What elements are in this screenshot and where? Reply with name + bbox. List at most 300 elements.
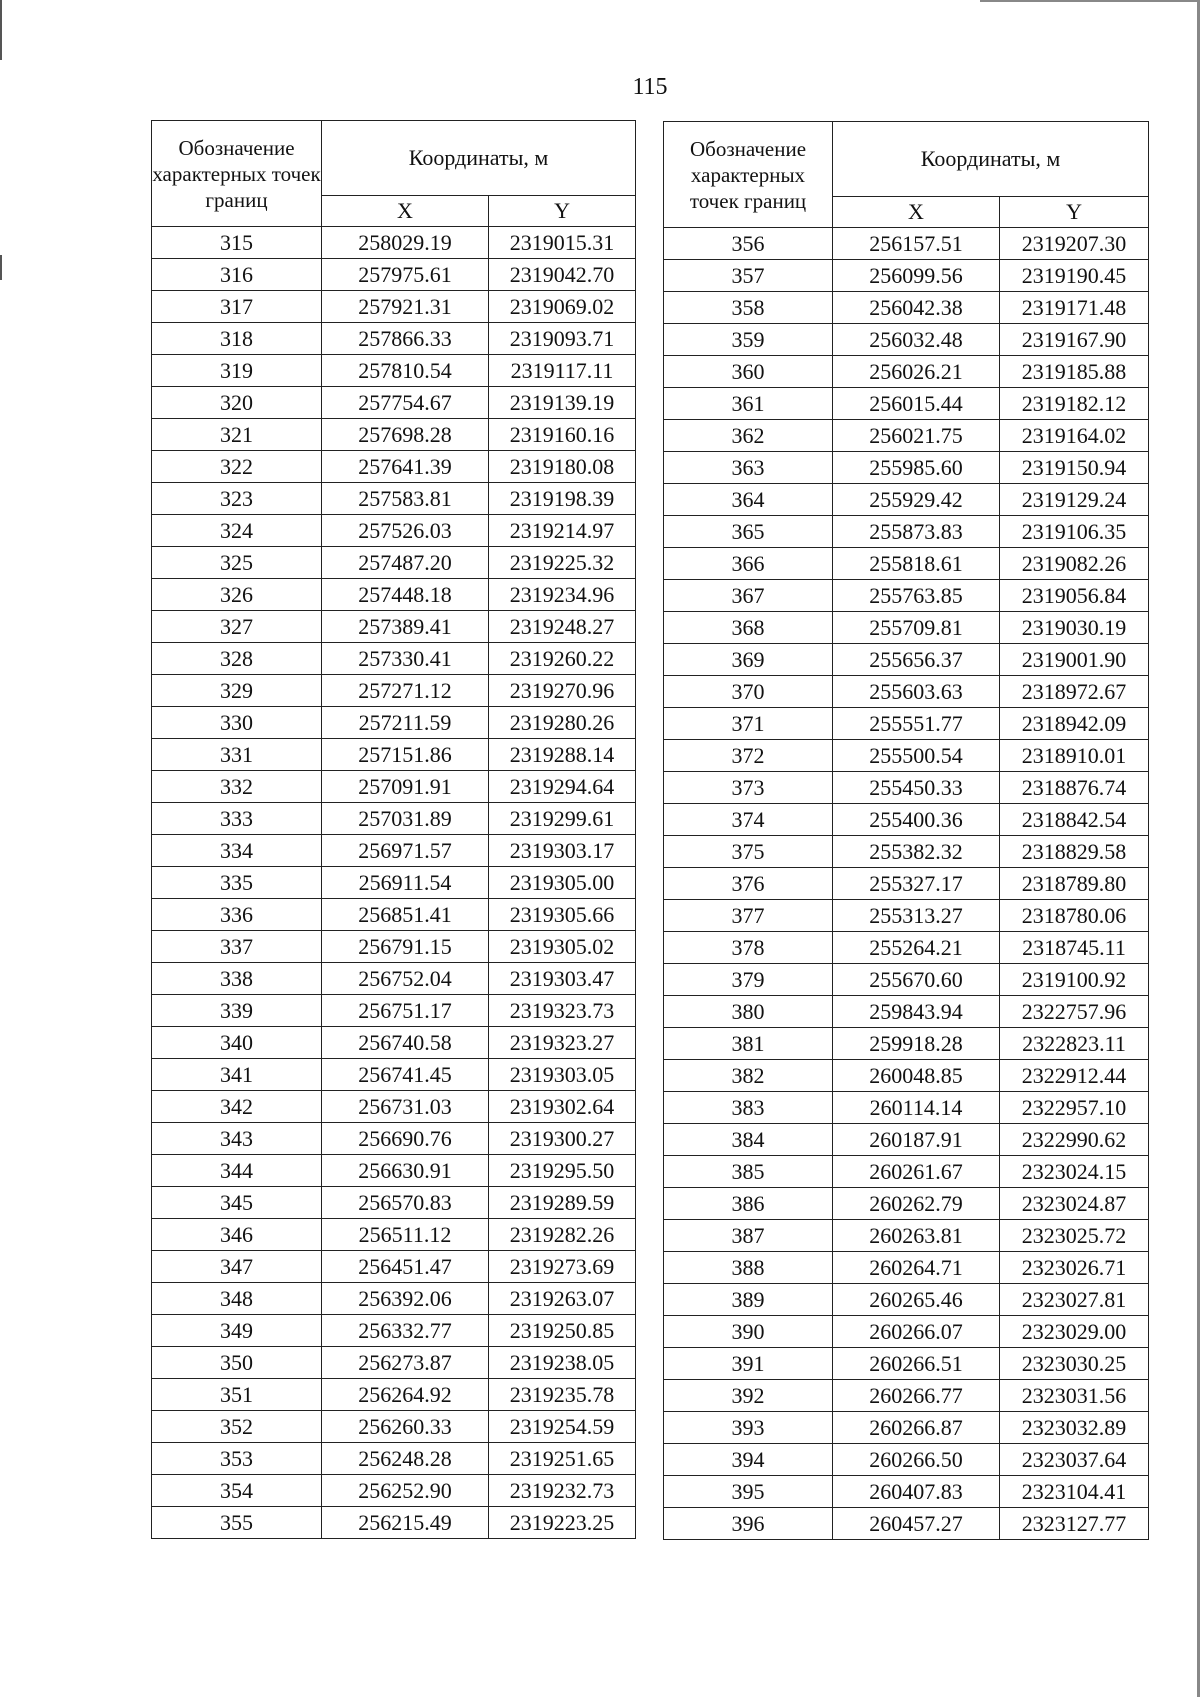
header-y: Y — [489, 196, 636, 227]
table-row — [664, 1316, 1149, 1348]
y-coordinate-cell: 2323030.25 — [1000, 1348, 1149, 1380]
point-number-cell: 344 — [152, 1155, 322, 1187]
table-row — [152, 1379, 636, 1411]
x-coordinate-cell: 256032.48 — [833, 324, 1000, 356]
point-number-cell: 337 — [152, 931, 322, 963]
point-number-cell: 346 — [152, 1219, 322, 1251]
point-number-cell: 315 — [152, 227, 322, 259]
point-number-cell: 366 — [664, 548, 833, 580]
x-coordinate-cell: 255400.36 — [833, 804, 1000, 836]
table-row — [152, 1315, 636, 1347]
x-coordinate-cell: 257583.81 — [322, 483, 489, 515]
coordinates-table-right — [663, 121, 1149, 1540]
y-coordinate-cell: 2319056.84 — [1000, 580, 1149, 612]
point-number-cell: 379 — [664, 964, 833, 996]
y-coordinate-cell: 2319030.19 — [1000, 612, 1149, 644]
point-number-cell: 358 — [664, 292, 833, 324]
point-number-cell: 364 — [664, 484, 833, 516]
table-row — [664, 228, 1149, 260]
y-coordinate-cell: 2319225.32 — [489, 547, 636, 579]
x-coordinate-cell: 256752.04 — [322, 963, 489, 995]
y-coordinate-cell: 2319106.35 — [1000, 516, 1149, 548]
table-row — [664, 260, 1149, 292]
table-row — [152, 1027, 636, 1059]
x-coordinate-cell: 259918.28 — [833, 1028, 1000, 1060]
y-coordinate-cell: 2318972.67 — [1000, 676, 1149, 708]
x-coordinate-cell: 257271.12 — [322, 675, 489, 707]
table-row — [664, 452, 1149, 484]
x-coordinate-cell: 257975.61 — [322, 259, 489, 291]
point-number-cell: 385 — [664, 1156, 833, 1188]
point-number-cell: 393 — [664, 1412, 833, 1444]
table-row — [152, 355, 636, 387]
table-row — [664, 1508, 1149, 1540]
point-number-cell: 383 — [664, 1092, 833, 1124]
table-row — [152, 739, 636, 771]
y-coordinate-cell: 2323025.72 — [1000, 1220, 1149, 1252]
table-row — [664, 804, 1149, 836]
x-coordinate-cell: 256740.58 — [322, 1027, 489, 1059]
x-coordinate-cell: 255450.33 — [833, 772, 1000, 804]
x-coordinate-cell: 255264.21 — [833, 932, 1000, 964]
table-row — [152, 291, 636, 323]
point-number-cell: 349 — [152, 1315, 322, 1347]
table-row — [152, 867, 636, 899]
point-number-cell: 356 — [664, 228, 833, 260]
y-coordinate-cell: 2318789.80 — [1000, 868, 1149, 900]
x-coordinate-cell: 255656.37 — [833, 644, 1000, 676]
point-number-cell: 380 — [664, 996, 833, 1028]
table-row — [664, 388, 1149, 420]
header-coordinates: Координаты, м — [833, 122, 1149, 197]
point-number-cell: 357 — [664, 260, 833, 292]
y-coordinate-cell: 2323029.00 — [1000, 1316, 1149, 1348]
scan-edge-mark — [0, 255, 2, 280]
table-row — [152, 1187, 636, 1219]
y-coordinate-cell: 2318942.09 — [1000, 708, 1149, 740]
x-coordinate-cell: 255500.54 — [833, 740, 1000, 772]
x-coordinate-cell: 256741.45 — [322, 1059, 489, 1091]
x-coordinate-cell: 256021.75 — [833, 420, 1000, 452]
table-row — [152, 1059, 636, 1091]
coordinates-table-left — [151, 120, 636, 1539]
table-row — [152, 451, 636, 483]
table-row — [152, 227, 636, 259]
y-coordinate-cell: 2319302.64 — [489, 1091, 636, 1123]
scan-edge-mark — [980, 0, 1200, 2]
table-row — [664, 1092, 1149, 1124]
x-coordinate-cell: 256042.38 — [833, 292, 1000, 324]
y-coordinate-cell: 2318745.11 — [1000, 932, 1149, 964]
point-number-cell: 361 — [664, 388, 833, 420]
y-coordinate-cell: 2319270.96 — [489, 675, 636, 707]
y-coordinate-cell: 2323127.77 — [1000, 1508, 1149, 1540]
table-row — [664, 836, 1149, 868]
x-coordinate-cell: 255873.83 — [833, 516, 1000, 548]
x-coordinate-cell: 256630.91 — [322, 1155, 489, 1187]
point-number-cell: 363 — [664, 452, 833, 484]
point-number-cell: 333 — [152, 803, 322, 835]
x-coordinate-cell: 260187.91 — [833, 1124, 1000, 1156]
y-coordinate-cell: 2319263.07 — [489, 1283, 636, 1315]
table-row — [664, 1188, 1149, 1220]
table-row — [664, 1028, 1149, 1060]
x-coordinate-cell: 257091.91 — [322, 771, 489, 803]
point-number-cell: 394 — [664, 1444, 833, 1476]
y-coordinate-cell: 2319250.85 — [489, 1315, 636, 1347]
point-number-cell: 322 — [152, 451, 322, 483]
table-row — [152, 1091, 636, 1123]
x-coordinate-cell: 257487.20 — [322, 547, 489, 579]
x-coordinate-cell: 259843.94 — [833, 996, 1000, 1028]
table-row — [152, 963, 636, 995]
table-body-right — [664, 228, 1149, 1540]
x-coordinate-cell: 256015.44 — [833, 388, 1000, 420]
y-coordinate-cell: 2319171.48 — [1000, 292, 1149, 324]
point-number-cell: 365 — [664, 516, 833, 548]
table-row — [664, 1476, 1149, 1508]
y-coordinate-cell: 2319069.02 — [489, 291, 636, 323]
y-coordinate-cell: 2319305.66 — [489, 899, 636, 931]
scan-edge-mark — [0, 0, 2, 60]
x-coordinate-cell: 255670.60 — [833, 964, 1000, 996]
point-number-cell: 320 — [152, 387, 322, 419]
x-coordinate-cell: 255551.77 — [833, 708, 1000, 740]
x-coordinate-cell: 255313.27 — [833, 900, 1000, 932]
header-point-designation: Обозначение характерных точек границ — [664, 122, 833, 228]
y-coordinate-cell: 2319323.73 — [489, 995, 636, 1027]
y-coordinate-cell: 2319117.11 — [489, 355, 636, 387]
y-coordinate-cell: 2319001.90 — [1000, 644, 1149, 676]
x-coordinate-cell: 257810.54 — [322, 355, 489, 387]
table-row — [152, 611, 636, 643]
x-coordinate-cell: 256215.49 — [322, 1507, 489, 1539]
table-row — [152, 1219, 636, 1251]
y-coordinate-cell: 2322957.10 — [1000, 1092, 1149, 1124]
x-coordinate-cell: 260266.51 — [833, 1348, 1000, 1380]
x-coordinate-cell: 257641.39 — [322, 451, 489, 483]
x-coordinate-cell: 256273.87 — [322, 1347, 489, 1379]
y-coordinate-cell: 2319129.24 — [1000, 484, 1149, 516]
x-coordinate-cell: 256332.77 — [322, 1315, 489, 1347]
y-coordinate-cell: 2323031.56 — [1000, 1380, 1149, 1412]
point-number-cell: 330 — [152, 707, 322, 739]
y-coordinate-cell: 2319100.92 — [1000, 964, 1149, 996]
point-number-cell: 352 — [152, 1411, 322, 1443]
point-number-cell: 347 — [152, 1251, 322, 1283]
y-coordinate-cell: 2319015.31 — [489, 227, 636, 259]
y-coordinate-cell: 2323104.41 — [1000, 1476, 1149, 1508]
table-row — [152, 1507, 636, 1539]
y-coordinate-cell: 2319251.65 — [489, 1443, 636, 1475]
point-number-cell: 374 — [664, 804, 833, 836]
point-number-cell: 348 — [152, 1283, 322, 1315]
point-number-cell: 339 — [152, 995, 322, 1027]
point-number-cell: 343 — [152, 1123, 322, 1155]
x-coordinate-cell: 260266.87 — [833, 1412, 1000, 1444]
y-coordinate-cell: 2319299.61 — [489, 803, 636, 835]
y-coordinate-cell: 2319303.17 — [489, 835, 636, 867]
y-coordinate-cell: 2319093.71 — [489, 323, 636, 355]
x-coordinate-cell: 260114.14 — [833, 1092, 1000, 1124]
point-number-cell: 384 — [664, 1124, 833, 1156]
point-number-cell: 370 — [664, 676, 833, 708]
x-coordinate-cell: 260266.50 — [833, 1444, 1000, 1476]
table-row — [152, 483, 636, 515]
x-coordinate-cell: 257389.41 — [322, 611, 489, 643]
table-row — [664, 516, 1149, 548]
y-coordinate-cell: 2319305.02 — [489, 931, 636, 963]
point-number-cell: 392 — [664, 1380, 833, 1412]
x-coordinate-cell: 256570.83 — [322, 1187, 489, 1219]
table-row — [664, 1284, 1149, 1316]
point-number-cell: 396 — [664, 1508, 833, 1540]
x-coordinate-cell: 256099.56 — [833, 260, 1000, 292]
table-row — [664, 580, 1149, 612]
point-number-cell: 316 — [152, 259, 322, 291]
x-coordinate-cell: 257330.41 — [322, 643, 489, 675]
table-row — [664, 1156, 1149, 1188]
x-coordinate-cell: 260264.71 — [833, 1252, 1000, 1284]
table-row — [664, 644, 1149, 676]
table-body-left — [152, 227, 636, 1539]
point-number-cell: 318 — [152, 323, 322, 355]
y-coordinate-cell: 2319139.19 — [489, 387, 636, 419]
x-coordinate-cell: 256791.15 — [322, 931, 489, 963]
table-row — [664, 772, 1149, 804]
header-x: X — [833, 197, 1000, 228]
table-row — [152, 579, 636, 611]
x-coordinate-cell: 256260.33 — [322, 1411, 489, 1443]
table-row — [664, 1380, 1149, 1412]
point-number-cell: 354 — [152, 1475, 322, 1507]
table-row — [152, 1347, 636, 1379]
table-row — [152, 1123, 636, 1155]
table-row — [152, 1411, 636, 1443]
point-number-cell: 355 — [152, 1507, 322, 1539]
table-row — [664, 932, 1149, 964]
point-number-cell: 371 — [664, 708, 833, 740]
table-row — [152, 643, 636, 675]
y-coordinate-cell: 2319082.26 — [1000, 548, 1149, 580]
y-coordinate-cell: 2319303.05 — [489, 1059, 636, 1091]
point-number-cell: 377 — [664, 900, 833, 932]
point-number-cell: 319 — [152, 355, 322, 387]
y-coordinate-cell: 2318842.54 — [1000, 804, 1149, 836]
x-coordinate-cell: 256731.03 — [322, 1091, 489, 1123]
x-coordinate-cell: 260457.27 — [833, 1508, 1000, 1540]
table-row — [664, 1252, 1149, 1284]
point-number-cell: 326 — [152, 579, 322, 611]
y-coordinate-cell: 2319150.94 — [1000, 452, 1149, 484]
y-coordinate-cell: 2319305.00 — [489, 867, 636, 899]
point-number-cell: 338 — [152, 963, 322, 995]
point-number-cell: 328 — [152, 643, 322, 675]
point-number-cell: 395 — [664, 1476, 833, 1508]
y-coordinate-cell: 2319254.59 — [489, 1411, 636, 1443]
table-row — [664, 740, 1149, 772]
y-coordinate-cell: 2319185.88 — [1000, 356, 1149, 388]
table-row — [152, 771, 636, 803]
table-row — [152, 707, 636, 739]
point-number-cell: 335 — [152, 867, 322, 899]
table-row — [152, 1283, 636, 1315]
y-coordinate-cell: 2319167.90 — [1000, 324, 1149, 356]
y-coordinate-cell: 2319280.26 — [489, 707, 636, 739]
point-number-cell: 367 — [664, 580, 833, 612]
y-coordinate-cell: 2323024.87 — [1000, 1188, 1149, 1220]
x-coordinate-cell: 256157.51 — [833, 228, 1000, 260]
table-row — [152, 1475, 636, 1507]
table-row — [152, 803, 636, 835]
y-coordinate-cell: 2318876.74 — [1000, 772, 1149, 804]
y-coordinate-cell: 2319190.45 — [1000, 260, 1149, 292]
y-coordinate-cell: 2323027.81 — [1000, 1284, 1149, 1316]
x-coordinate-cell: 260266.77 — [833, 1380, 1000, 1412]
x-coordinate-cell: 256851.41 — [322, 899, 489, 931]
y-coordinate-cell: 2323024.15 — [1000, 1156, 1149, 1188]
header-coordinates: Координаты, м — [322, 121, 636, 196]
y-coordinate-cell: 2319282.26 — [489, 1219, 636, 1251]
x-coordinate-cell: 255603.63 — [833, 676, 1000, 708]
point-number-cell: 345 — [152, 1187, 322, 1219]
x-coordinate-cell: 256392.06 — [322, 1283, 489, 1315]
x-coordinate-cell: 256690.76 — [322, 1123, 489, 1155]
x-coordinate-cell: 257211.59 — [322, 707, 489, 739]
x-coordinate-cell: 260048.85 — [833, 1060, 1000, 1092]
header-x: X — [322, 196, 489, 227]
table-row — [664, 356, 1149, 388]
point-number-cell: 317 — [152, 291, 322, 323]
x-coordinate-cell: 260266.07 — [833, 1316, 1000, 1348]
y-coordinate-cell: 2319248.27 — [489, 611, 636, 643]
y-coordinate-cell: 2319289.59 — [489, 1187, 636, 1219]
y-coordinate-cell: 2319182.12 — [1000, 388, 1149, 420]
table-row — [664, 548, 1149, 580]
x-coordinate-cell: 256451.47 — [322, 1251, 489, 1283]
point-number-cell: 388 — [664, 1252, 833, 1284]
point-number-cell: 389 — [664, 1284, 833, 1316]
table-row — [664, 1124, 1149, 1156]
x-coordinate-cell: 260262.79 — [833, 1188, 1000, 1220]
y-coordinate-cell: 2319235.78 — [489, 1379, 636, 1411]
y-coordinate-cell: 2319160.16 — [489, 419, 636, 451]
y-coordinate-cell: 2319273.69 — [489, 1251, 636, 1283]
y-coordinate-cell: 2319300.27 — [489, 1123, 636, 1155]
y-coordinate-cell: 2319288.14 — [489, 739, 636, 771]
y-coordinate-cell: 2322757.96 — [1000, 996, 1149, 1028]
table-row — [664, 708, 1149, 740]
y-coordinate-cell: 2318829.58 — [1000, 836, 1149, 868]
table-row — [152, 323, 636, 355]
y-coordinate-cell: 2319164.02 — [1000, 420, 1149, 452]
y-coordinate-cell: 2322990.62 — [1000, 1124, 1149, 1156]
x-coordinate-cell: 256252.90 — [322, 1475, 489, 1507]
y-coordinate-cell: 2318910.01 — [1000, 740, 1149, 772]
x-coordinate-cell: 256971.57 — [322, 835, 489, 867]
table-row — [664, 868, 1149, 900]
table-row — [664, 676, 1149, 708]
y-coordinate-cell: 2322823.11 — [1000, 1028, 1149, 1060]
point-number-cell: 378 — [664, 932, 833, 964]
x-coordinate-cell: 257526.03 — [322, 515, 489, 547]
x-coordinate-cell: 256026.21 — [833, 356, 1000, 388]
point-number-cell: 327 — [152, 611, 322, 643]
table-row — [152, 899, 636, 931]
table-row — [152, 1155, 636, 1187]
y-coordinate-cell: 2319238.05 — [489, 1347, 636, 1379]
x-coordinate-cell: 260265.46 — [833, 1284, 1000, 1316]
y-coordinate-cell: 2319260.22 — [489, 643, 636, 675]
header-y: Y — [1000, 197, 1149, 228]
table-row — [664, 1444, 1149, 1476]
y-coordinate-cell: 2319295.50 — [489, 1155, 636, 1187]
x-coordinate-cell: 256911.54 — [322, 867, 489, 899]
table-row — [152, 387, 636, 419]
x-coordinate-cell: 260263.81 — [833, 1220, 1000, 1252]
table-row — [152, 995, 636, 1027]
table-row — [152, 547, 636, 579]
point-number-cell: 329 — [152, 675, 322, 707]
x-coordinate-cell: 255709.81 — [833, 612, 1000, 644]
point-number-cell: 323 — [152, 483, 322, 515]
y-coordinate-cell: 2319223.25 — [489, 1507, 636, 1539]
y-coordinate-cell: 2323037.64 — [1000, 1444, 1149, 1476]
point-number-cell: 372 — [664, 740, 833, 772]
x-coordinate-cell: 256248.28 — [322, 1443, 489, 1475]
table-row — [152, 1443, 636, 1475]
x-coordinate-cell: 255985.60 — [833, 452, 1000, 484]
x-coordinate-cell: 256751.17 — [322, 995, 489, 1027]
point-number-cell: 360 — [664, 356, 833, 388]
table-row — [664, 900, 1149, 932]
x-coordinate-cell: 255818.61 — [833, 548, 1000, 580]
table-row — [152, 835, 636, 867]
header-point-designation: Обозначение характерных точек границ — [152, 121, 322, 227]
x-coordinate-cell: 257151.86 — [322, 739, 489, 771]
point-number-cell: 387 — [664, 1220, 833, 1252]
point-number-cell: 336 — [152, 899, 322, 931]
x-coordinate-cell: 258029.19 — [322, 227, 489, 259]
point-number-cell: 375 — [664, 836, 833, 868]
table-row — [664, 1220, 1149, 1252]
table-row — [152, 1251, 636, 1283]
point-number-cell: 386 — [664, 1188, 833, 1220]
x-coordinate-cell: 257698.28 — [322, 419, 489, 451]
point-number-cell: 376 — [664, 868, 833, 900]
point-number-cell: 373 — [664, 772, 833, 804]
table-row — [664, 420, 1149, 452]
y-coordinate-cell: 2319234.96 — [489, 579, 636, 611]
page-number: 115 — [632, 74, 668, 100]
point-number-cell: 325 — [152, 547, 322, 579]
y-coordinate-cell: 2318780.06 — [1000, 900, 1149, 932]
point-number-cell: 341 — [152, 1059, 322, 1091]
x-coordinate-cell: 256264.92 — [322, 1379, 489, 1411]
y-coordinate-cell: 2319214.97 — [489, 515, 636, 547]
point-number-cell: 353 — [152, 1443, 322, 1475]
point-number-cell: 369 — [664, 644, 833, 676]
table-row — [664, 324, 1149, 356]
y-coordinate-cell: 2319303.47 — [489, 963, 636, 995]
point-number-cell: 362 — [664, 420, 833, 452]
x-coordinate-cell: 260261.67 — [833, 1156, 1000, 1188]
point-number-cell: 351 — [152, 1379, 322, 1411]
point-number-cell: 324 — [152, 515, 322, 547]
table-row — [152, 419, 636, 451]
x-coordinate-cell: 256511.12 — [322, 1219, 489, 1251]
table-row — [152, 259, 636, 291]
